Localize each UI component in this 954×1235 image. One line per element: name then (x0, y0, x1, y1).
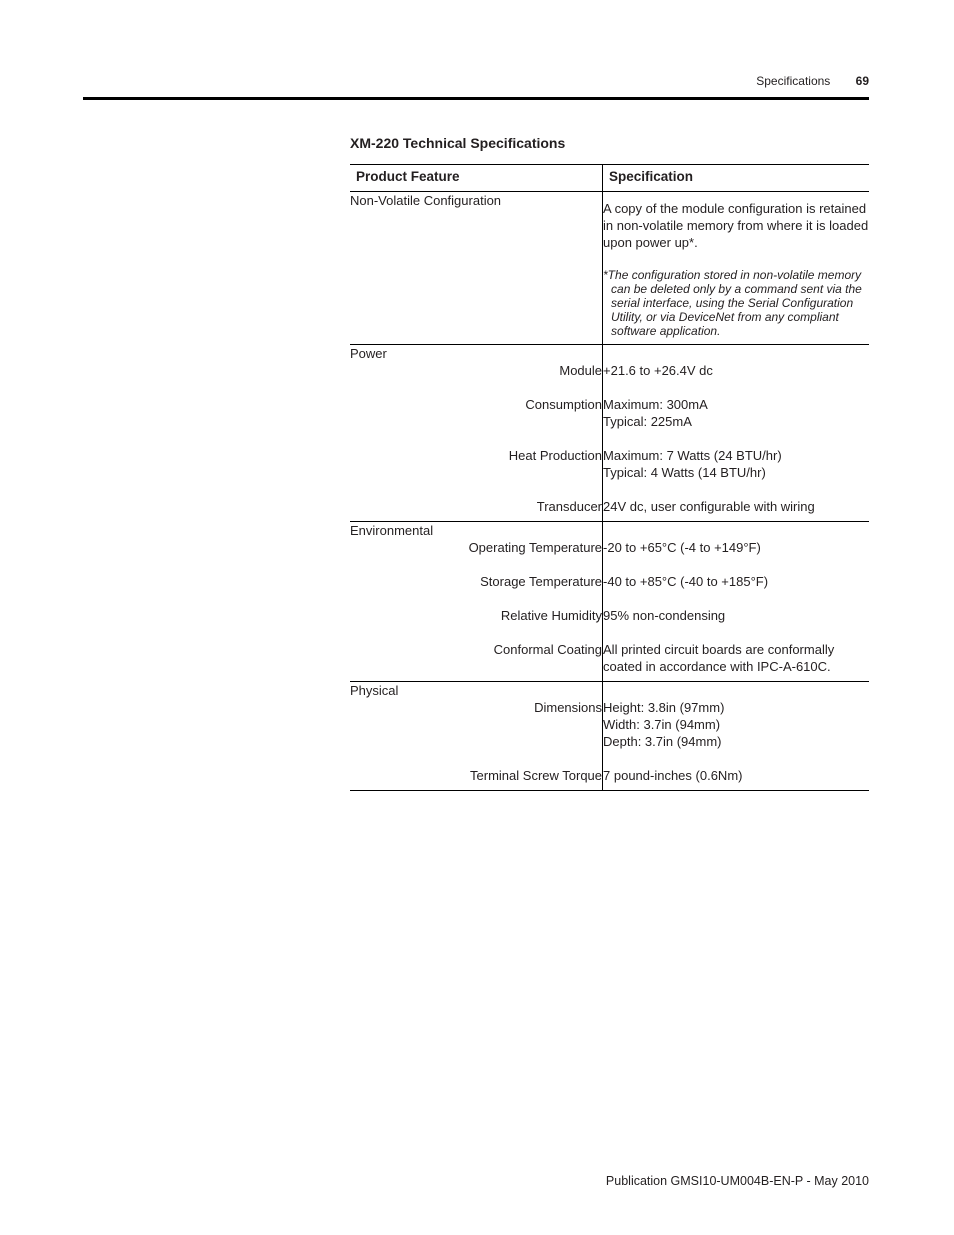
spec-value (603, 430, 869, 481)
sub-feature-label: Conformal Coating (350, 624, 603, 682)
spec-value-line: +21.6 to +26.4V dc (603, 363, 713, 378)
publication-footer: Publication GMSI10-UM004B-EN-P - May 2010 (605, 1174, 869, 1188)
sub-feature-label: Dimensions (350, 699, 603, 750)
group-nonvolatile (350, 192, 869, 345)
sub-feature-label: Relative Humidity (350, 590, 603, 624)
spec-cell-nonvolatile (603, 192, 869, 345)
table-row (350, 699, 869, 750)
table-row (350, 345, 869, 363)
spec-value (603, 699, 869, 750)
sub-feature-label: Consumption (350, 379, 603, 430)
spec-value-line: 24V dc, user configurable with wiring (603, 499, 815, 514)
sub-feature-label: Terminal Screw Torque (350, 750, 603, 791)
feature-physical: Physical (350, 682, 603, 700)
table-row (350, 590, 869, 624)
feature-environmental: Environmental (350, 522, 603, 540)
running-header (756, 74, 869, 88)
spec-value-line: 7 pound-inches (0.6Nm) (603, 768, 743, 783)
table-row (350, 481, 869, 522)
spec-value (603, 362, 869, 379)
spec-footnote: *The configuration stored in non-volatile memory can be deleted only by a command sent via the serial interface, using the Serial Configuration Utility, or via DeviceNet from any compliant software application. (603, 268, 862, 338)
running-header-section: Specifications (756, 74, 831, 88)
spec-value-line: coated in accordance with IPC-A-610C. (603, 659, 831, 674)
col-header-feature: Product Feature (350, 165, 603, 192)
group-environmental (350, 522, 869, 682)
table-row (350, 682, 869, 700)
spec-value-line: All printed circuit boards are conformally (603, 642, 835, 657)
spec-value-line: -40 to +85°C (-40 to +185°F) (603, 574, 769, 589)
page-number: 69 (855, 74, 869, 88)
sub-feature-label: Operating Temperature (350, 539, 603, 556)
group-physical (350, 682, 869, 791)
spec-value-line: Height: 3.8in (97mm) (603, 700, 725, 715)
spec-value (603, 481, 869, 522)
table-row (350, 556, 869, 590)
spec-value-line: Typical: 225mA (603, 414, 692, 429)
col-header-spec: Specification (603, 165, 869, 192)
spec-value (603, 379, 869, 430)
spec-value (603, 539, 869, 556)
spec-value (603, 556, 869, 590)
table-row (350, 522, 869, 540)
spec-value-line: Typical: 4 Watts (14 BTU/hr) (603, 465, 766, 480)
sub-feature-label: Storage Temperature (350, 556, 603, 590)
sub-feature-label: Module (350, 362, 603, 379)
feature-nonvolatile: Non-Volatile Configuration (350, 192, 603, 345)
spec-value-line: Maximum: 7 Watts (24 BTU/hr) (603, 448, 782, 463)
table-row (350, 750, 869, 791)
spec-value-line: Width: 3.7in (94mm) (603, 717, 721, 732)
spec-value (603, 624, 869, 682)
spec-nonvolatile-text: A copy of the module configuration is retained in non-volatile memory from where it is loaded upon power up*. (603, 201, 869, 250)
table-row (350, 539, 869, 556)
spec-value (603, 750, 869, 791)
table-row (350, 624, 869, 682)
spec-value-line: Maximum: 300mA (603, 397, 708, 412)
group-power (350, 345, 869, 522)
table-row (350, 192, 869, 345)
spec-value-line: Depth: 3.7in (94mm) (603, 734, 722, 749)
spec-value-line: -20 to +65°C (-4 to +149°F) (603, 540, 761, 555)
table-row (350, 362, 869, 379)
table-title: XM-220 Technical Specifications (350, 135, 566, 151)
table-row (350, 379, 869, 430)
sub-feature-label: Heat Production (350, 430, 603, 481)
sub-feature-label: Transducer (350, 481, 603, 522)
spec-table (350, 164, 869, 791)
table-row (350, 430, 869, 481)
spec-value-line: 95% non-condensing (603, 608, 726, 623)
spec-value (603, 590, 869, 624)
feature-power: Power (350, 345, 603, 363)
header-rule (83, 97, 869, 100)
table-header-row (350, 165, 869, 192)
